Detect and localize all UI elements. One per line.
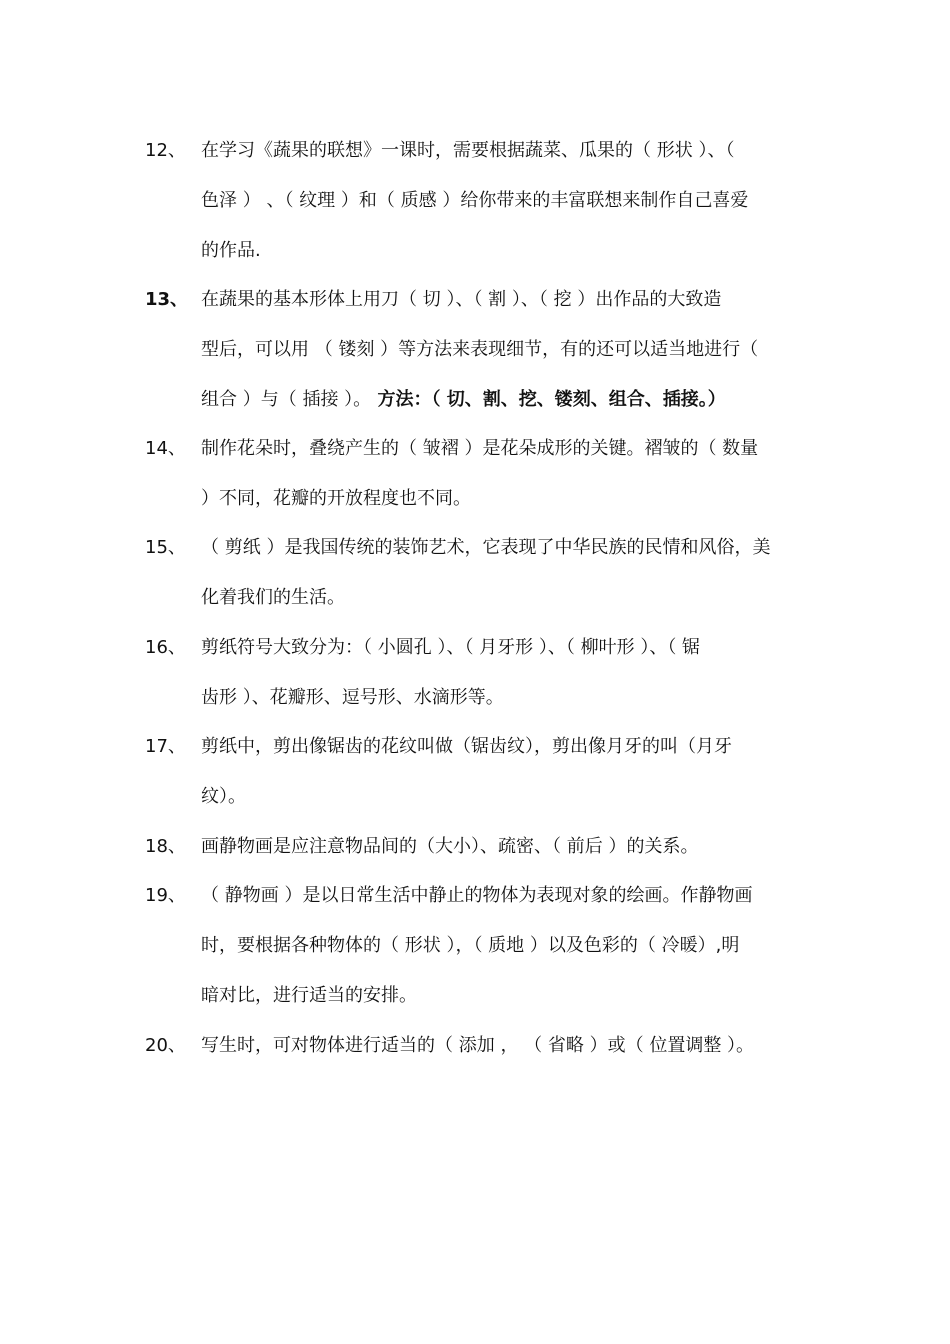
text-line: 齿形 ）、花瓣形、逗号形、水滴形等。: [201, 687, 504, 708]
question-text: [201, 523, 811, 623]
text-line: 剪纸中，剪出像锯齿的花纹叫做（锯齿纹），剪出像月牙的叫（月牙: [201, 736, 732, 757]
text-line: 制作花朵时，叠绕产生的（ 皱褶 ）是花朵成形的关键。褶皱的（ 数量: [201, 438, 759, 459]
text-line: ）不同，花瓣的开放程度也不同。: [201, 488, 471, 509]
text-line: 时，要根据各种物体的（ 形状 ），（ 质地 ）以及色彩的（ 冷暖）,明: [201, 935, 740, 956]
question-text: [201, 722, 811, 822]
text-line: 纹）。: [201, 786, 246, 807]
question-text: [201, 1021, 811, 1071]
text-line: [201, 375, 811, 425]
question-text: [201, 623, 811, 723]
question-text: [201, 275, 811, 425]
question-number: 12、: [145, 140, 186, 161]
text-line: 在学习《蔬果的联想》一课时，需要根据蔬菜、瓜果的（ 形状 ）、（: [201, 140, 735, 161]
text-line: 在蔬果的基本形体上用刀（ 切 ）、（ 割 ）、（ 挖 ）出作品的大致造: [201, 289, 722, 310]
text-line: （ 静物画 ）是以日常生活中静止的物体为表现对象的绘画。作静物画: [201, 885, 753, 906]
question-number: 16、: [145, 637, 186, 658]
question-number: 19、: [145, 885, 186, 906]
question-number: 20、: [145, 1035, 186, 1056]
text-line: 的作品.: [201, 240, 261, 261]
question-text: [201, 822, 811, 872]
text-line: 画静物画是应注意物品间的（大小）、疏密、（ 前后 ）的关系。: [201, 836, 699, 857]
question-text: [201, 126, 811, 276]
question-text: [201, 424, 811, 524]
answer-summary: 方法：（ 切、割、挖、镂刻、组合、插接。）: [371, 389, 726, 410]
question-number: 14、: [145, 438, 186, 459]
text-line: （ 剪纸 ）是我国传统的装饰艺术，它表现了中华民族的民情和风俗，美: [201, 537, 771, 558]
question-number: 18、: [145, 836, 186, 857]
text-line: 暗对比，进行适当的安排。: [201, 985, 417, 1006]
question-number: 15、: [145, 537, 186, 558]
text-line: 型后，可以用 （ 镂刻 ）等方法来表现细节，有的还可以适当地进行（: [201, 339, 759, 360]
question-number: 13、: [145, 289, 189, 310]
text-line: 色泽 ） 、（ 纹理 ）和（ 质感 ）给你带来的丰富联想来制作自己喜爱: [201, 190, 749, 211]
text-line: 化着我们的生活。: [201, 587, 345, 608]
text-segment: 组合 ）与（ 插接 ）。: [201, 389, 372, 410]
question-number: 17、: [145, 736, 186, 757]
text-line: 剪纸符号大致分为：（ 小圆孔 ）、（ 月牙形 ）、（ 柳叶形 ）、（ 锯: [201, 637, 701, 658]
question-text: [201, 871, 811, 1021]
text-line: 写生时，可对物体进行适当的（ 添加 ， （ 省略 ）或（ 位置调整 ）。: [201, 1035, 755, 1056]
